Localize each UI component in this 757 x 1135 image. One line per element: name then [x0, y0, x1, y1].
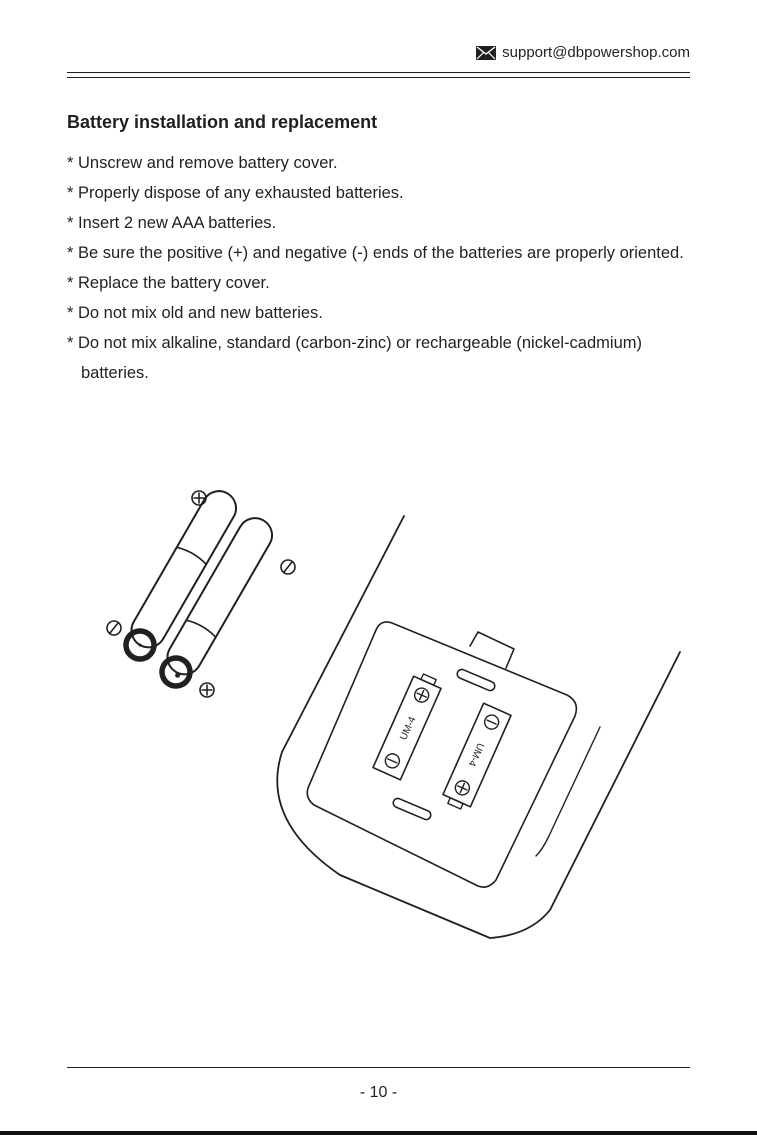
page-number: - 10 -	[359, 1084, 398, 1101]
page-header	[476, 44, 690, 61]
installed-battery-1	[373, 671, 444, 780]
instruction-item: * Unscrew and remove battery cover.	[67, 154, 338, 172]
page-bottom-edge	[0, 1131, 757, 1135]
envelope-icon	[476, 46, 496, 60]
header-rule-thin	[67, 77, 690, 78]
instruction-item: * Replace the battery cover.	[67, 274, 270, 292]
installed-battery-2	[441, 703, 512, 812]
instruction-item: * Insert 2 new AAA batteries.	[67, 214, 277, 232]
instruction-item: * Do not mix old and new batteries.	[67, 304, 323, 322]
battery-label: UM-4	[465, 740, 486, 768]
section-title: Battery installation and replacement	[67, 112, 378, 132]
minus-symbol-icon	[107, 621, 121, 635]
remote-body-outline	[277, 516, 680, 938]
header-rule	[67, 72, 690, 73]
aaa-battery-1	[118, 485, 242, 666]
minus-symbol-icon	[281, 560, 295, 574]
compartment-slot	[392, 797, 432, 821]
aaa-battery-2	[154, 512, 278, 693]
battery-installation-illustration	[90, 480, 700, 950]
battery-label: UM-4	[398, 715, 419, 743]
support-email[interactable]: support@dbpowershop.com	[502, 44, 690, 61]
instruction-item: * Do not mix alkaline, standard (carbon-zinc) or rechargeable (nickel-cadmium) batteries.	[67, 334, 642, 382]
plus-symbol-icon	[192, 491, 206, 505]
instruction-item: * Properly dispose of any exhausted batteries.	[67, 184, 404, 202]
instruction-list	[67, 148, 697, 388]
plus-symbol-icon	[200, 683, 214, 697]
footer-rule	[67, 1067, 690, 1068]
battery-compartment	[307, 622, 576, 887]
instruction-item: * Be sure the positive (+) and negative (-) ends of the batteries are properly oriented.	[67, 244, 684, 262]
compartment-slot	[456, 668, 496, 692]
cover-latch	[470, 632, 514, 668]
remote-inner-edge	[536, 727, 600, 856]
